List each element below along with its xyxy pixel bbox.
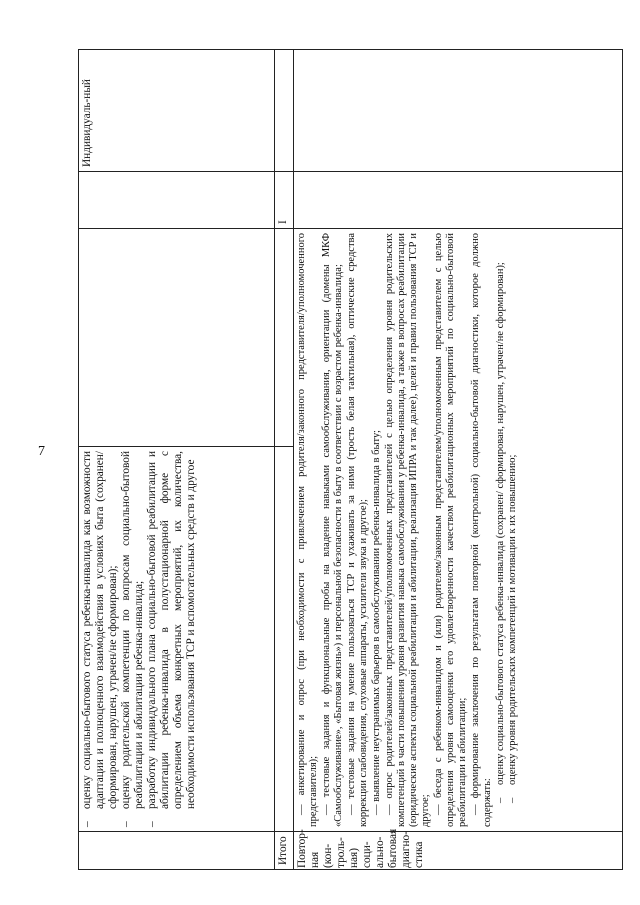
cell-empty-1 <box>79 832 275 870</box>
cell-empty <box>275 50 294 172</box>
cell-repeat-label: Повтор-ная (кон-троль-ная) соци-ально-бытовая диагно-стика <box>294 832 623 870</box>
list-item: – оценку родительской компетенции по вопросам социально-бытовой реабилитации и абилитации ребенка-инвалида; <box>120 451 145 827</box>
paragraph: — формирование заключения по результатам повторной (контрольной) социально-бытовой диагностики, которое должно содержать: <box>470 233 493 827</box>
table-row-total <box>275 50 294 870</box>
cell-empty <box>294 50 623 172</box>
cell-repeat-content <box>294 229 623 832</box>
paragraph: — беседа с ребенком-инвалидом и (или) родителем/законным представителем/уполномоченным представителем с целью определения уровня самооценки его удовлетворенности качеством реабилитационных мероприятий по социально-бытовой реабилитации и абилитации; <box>433 232 468 827</box>
cell-total-label: Итого <box>275 832 294 870</box>
table-row-repeat <box>294 50 623 870</box>
rotated-table-container <box>78 50 623 870</box>
list-item: – оценку уровня родительских компетенций и мотивации к их повышению; <box>507 454 518 803</box>
page-number: 7 <box>38 444 45 459</box>
paragraph: — опрос родителей/законных представителей/уполномоченных представителей с целью определения уровня родительских компетенций в части повышения уровня развития навыка самообслуживания у ребенка-инвалида, а также в вопросах реабилитации (юридические аспекты социальной реабилитации и абилитации, реализация ИПРА и так далее), целей и правил пользования ТСР и другое; <box>384 233 431 827</box>
cell-total-value: I <box>275 172 294 229</box>
cell-top-items <box>79 447 275 832</box>
paragraph: — анкетирование и опрос (при необходимости с привлечением родителя/законного представителя/уполномоченного представителя); <box>296 232 319 827</box>
cell-empty-4 <box>79 172 275 229</box>
paragraph: — тестовые задания на умение пользоваться ТСР и ухаживать за ними (трость белая тактильная), оптические средства коррекции слабовидения, слуховые аппараты, усилители звука и другое); <box>346 232 369 827</box>
form-label: Индивидуаль-ный <box>81 79 93 167</box>
cell-empty <box>294 172 623 229</box>
paragraph: — тестовые задания и функциональные пробы на владение навыками самообслуживания, ориентации (домены МКФ «Самообслуживание», «Бытовая жизнь») и персональной безопасности в быту в соответствии с возрастом ребенка-инвалида; <box>321 233 344 827</box>
table-row-top <box>79 50 275 870</box>
cell-form <box>79 50 275 172</box>
cell-empty-3 <box>79 229 275 447</box>
cell-empty <box>275 447 294 832</box>
rehabilitation-table <box>78 49 623 870</box>
list-item: – оценку социально-бытового статуса ребенка-инвалида (сохранен/ сформирован, нарушен, утрачен/не сформирован); <box>495 262 506 803</box>
paragraph: — выявление неустранимых барьеров в самообслуживании ребенка-инвалида в быту; <box>371 430 382 815</box>
cell-empty <box>275 229 294 447</box>
list-item: – разработку индивидуального плана социально-бытовой реабилитации и абилитации ребенка-инвалида в полустационарной форме с определением объема конкретных мероприятий, их количества, необходимости использования ТСР и вспомогательных средств и другое <box>146 451 197 827</box>
list-item: – оценку социально-бытового статуса ребенка-инвалида как возможности адаптации и полноценного взаимодействия в условиях быта (сохранен/ сформирован, нарушен, утрачен/не сформирован); <box>81 451 119 827</box>
